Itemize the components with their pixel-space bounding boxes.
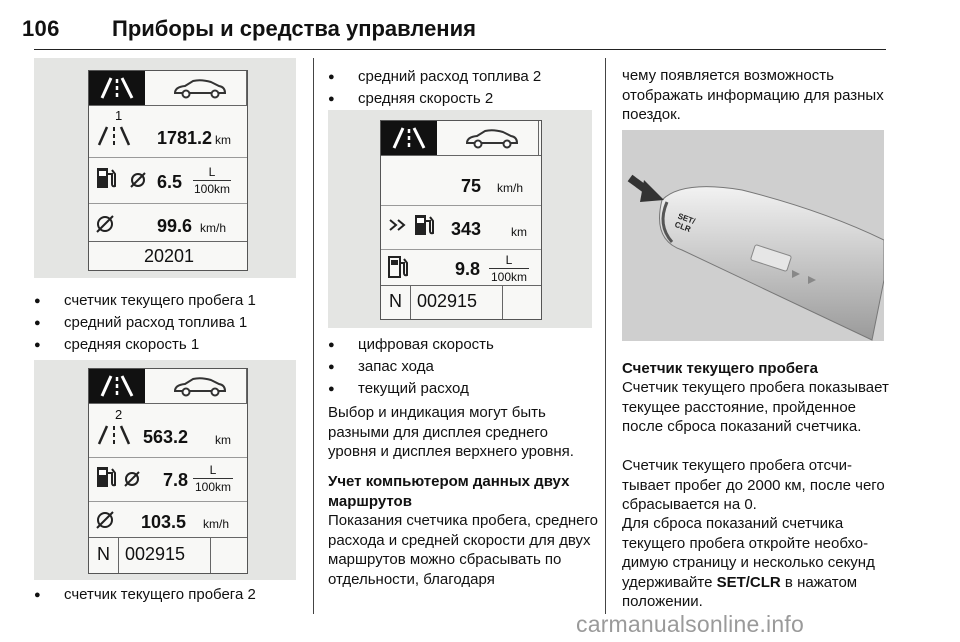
- paragraph-continued: чему появляется возможность отображать информацию для разных поездок.: [622, 67, 884, 123]
- speed-unit: km/h: [203, 517, 230, 531]
- odometer-value: 002915: [417, 291, 478, 311]
- page-title: Приборы и средства управления: [112, 16, 476, 41]
- speed-unit: km/h: [200, 221, 227, 235]
- column-divider-1: [313, 58, 314, 614]
- display-figure-1: [34, 58, 296, 278]
- trip-marker: 1: [115, 108, 123, 123]
- unit-100km: 100km: [490, 270, 528, 284]
- range-unit: km: [511, 225, 527, 239]
- display-screen: [380, 120, 542, 320]
- car-icon: [145, 369, 247, 403]
- speed-unit: km/h: [497, 181, 524, 195]
- gear-indicator: N: [389, 291, 402, 311]
- gear-indicator: N: [97, 544, 110, 564]
- turn-signal-stalk-illustration: [622, 130, 884, 341]
- odometer-value: 20201: [144, 246, 195, 266]
- paragraph-reset-instructions: [622, 514, 890, 612]
- consumption-unit: [193, 463, 233, 494]
- avg-consumption: 7.8: [163, 470, 189, 490]
- road-icon: [89, 71, 145, 105]
- list-item: ● запас хода: [328, 356, 494, 378]
- row-divider: [381, 205, 541, 206]
- fuel-pump-icon: [95, 164, 119, 197]
- list-item: ● средний расход топлива 1: [34, 312, 256, 334]
- fuel-pump-icon: [413, 211, 437, 244]
- stalk-photo: [622, 130, 884, 341]
- row-divider: [89, 157, 247, 158]
- row-divider: [89, 203, 247, 204]
- avg-consumption: 6.5: [157, 172, 183, 192]
- trip-marker: 2: [115, 407, 123, 422]
- unit-liters: L: [505, 253, 513, 267]
- trip-distance: 1781.2: [157, 128, 213, 148]
- consumption-unit: [489, 253, 529, 284]
- row-divider: [89, 241, 247, 242]
- list-item: ● средний расход топлива 2: [328, 66, 541, 88]
- header-rule: [34, 49, 886, 50]
- column-divider-2: [605, 58, 606, 614]
- avg-speed: 99.6: [157, 216, 193, 236]
- car-icon: [437, 121, 539, 155]
- paragraph-display-levels: Выбор и индикация могут быть разными для дисплея среднего уровня и дисплея верхнего уровня.: [328, 404, 574, 460]
- road-icon: [95, 422, 135, 453]
- row-divider: [89, 501, 247, 502]
- reset-text-part-2: в нажатом положении.: [622, 573, 858, 610]
- average-icon: [123, 470, 141, 493]
- bullet-list-2: [34, 584, 256, 606]
- display-screen: [88, 70, 248, 271]
- display-figure-3: [328, 110, 592, 328]
- unit-100km: 100km: [194, 480, 232, 494]
- odometer-value: 002915: [125, 544, 186, 564]
- list-item: ● счетчик текущего пробега 1: [34, 290, 256, 312]
- set-clr-label: SET/CLR: [716, 573, 781, 591]
- fuel-pump-icon: [95, 463, 119, 496]
- fuel-pump-icon: [387, 253, 411, 286]
- road-icon: [89, 369, 145, 403]
- unit-100km: 100km: [193, 182, 231, 196]
- display-tab-row: [89, 369, 247, 404]
- list-item: ● текущий расход: [328, 378, 494, 400]
- average-icon: [95, 214, 115, 239]
- section-heading-trip-odometer: Счетчик текущего пробега: [622, 360, 818, 377]
- consumption-unit: [193, 165, 231, 196]
- list-item: ● счетчик текущего пробега 2: [34, 584, 256, 606]
- avg-speed: 103.5: [141, 512, 187, 532]
- average-icon: [95, 510, 115, 535]
- list-item: ● средняя скорость 2: [328, 88, 541, 110]
- paragraph-two-trips: Показания счетчика пробега, среднего расхода и средней скорости для двух маршрутов можно сбрасывать по отдельности, благодаря: [328, 512, 598, 588]
- display-screen: [88, 368, 248, 574]
- road-icon: [95, 123, 135, 154]
- car-icon: [145, 71, 247, 105]
- current-consumption: 9.8: [455, 259, 481, 279]
- fuel-range: 343: [451, 219, 482, 239]
- distance-unit: km: [215, 433, 231, 447]
- distance-unit: km: [215, 133, 231, 147]
- road-icon: [381, 121, 437, 155]
- digital-speed: 75: [461, 176, 482, 196]
- fraction-bar: [489, 268, 529, 269]
- list-item: ● средняя скорость 1: [34, 334, 256, 356]
- watermark: carmanualsonline.info: [576, 611, 804, 637]
- paragraph-trip-odometer-2: Счетчик текущего пробега отсчитывает пробег до 2000 км, после чего сбрасывается на 0.: [622, 457, 885, 513]
- bullet-list-1: [34, 290, 256, 356]
- bullet-list-4: [328, 334, 494, 400]
- section-heading-two-trips: Учет компьютером данных двух маршрутов: [328, 473, 570, 510]
- fraction-bar: [193, 478, 233, 479]
- bullet-list-3: [328, 66, 541, 110]
- row-divider: [381, 249, 541, 250]
- list-item: ● цифровая скорость: [328, 334, 494, 356]
- reset-text-part-1: Для сброса показаний счетчика текущего пробега откройте необходимую страницу и несколько секунд удерживайте: [622, 515, 875, 591]
- set-clr-button-label: SET/ CLR: [673, 211, 697, 235]
- display-tab-row: [89, 71, 247, 106]
- display-figure-2: [34, 360, 296, 580]
- unit-liters: L: [209, 463, 217, 477]
- display-tab-row: [381, 121, 541, 156]
- double-chevron-icon: [387, 217, 409, 238]
- average-icon: [129, 171, 147, 194]
- page-number: 106: [22, 16, 60, 41]
- paragraph-trip-odometer-1: Счетчик текущего пробега показывает текущее расстояние, пройденное после сброса показаний счетчика.: [622, 379, 889, 435]
- fraction-bar: [193, 180, 231, 181]
- row-divider: [89, 457, 247, 458]
- unit-liters: L: [208, 165, 216, 179]
- trip-distance: 563.2: [143, 427, 189, 447]
